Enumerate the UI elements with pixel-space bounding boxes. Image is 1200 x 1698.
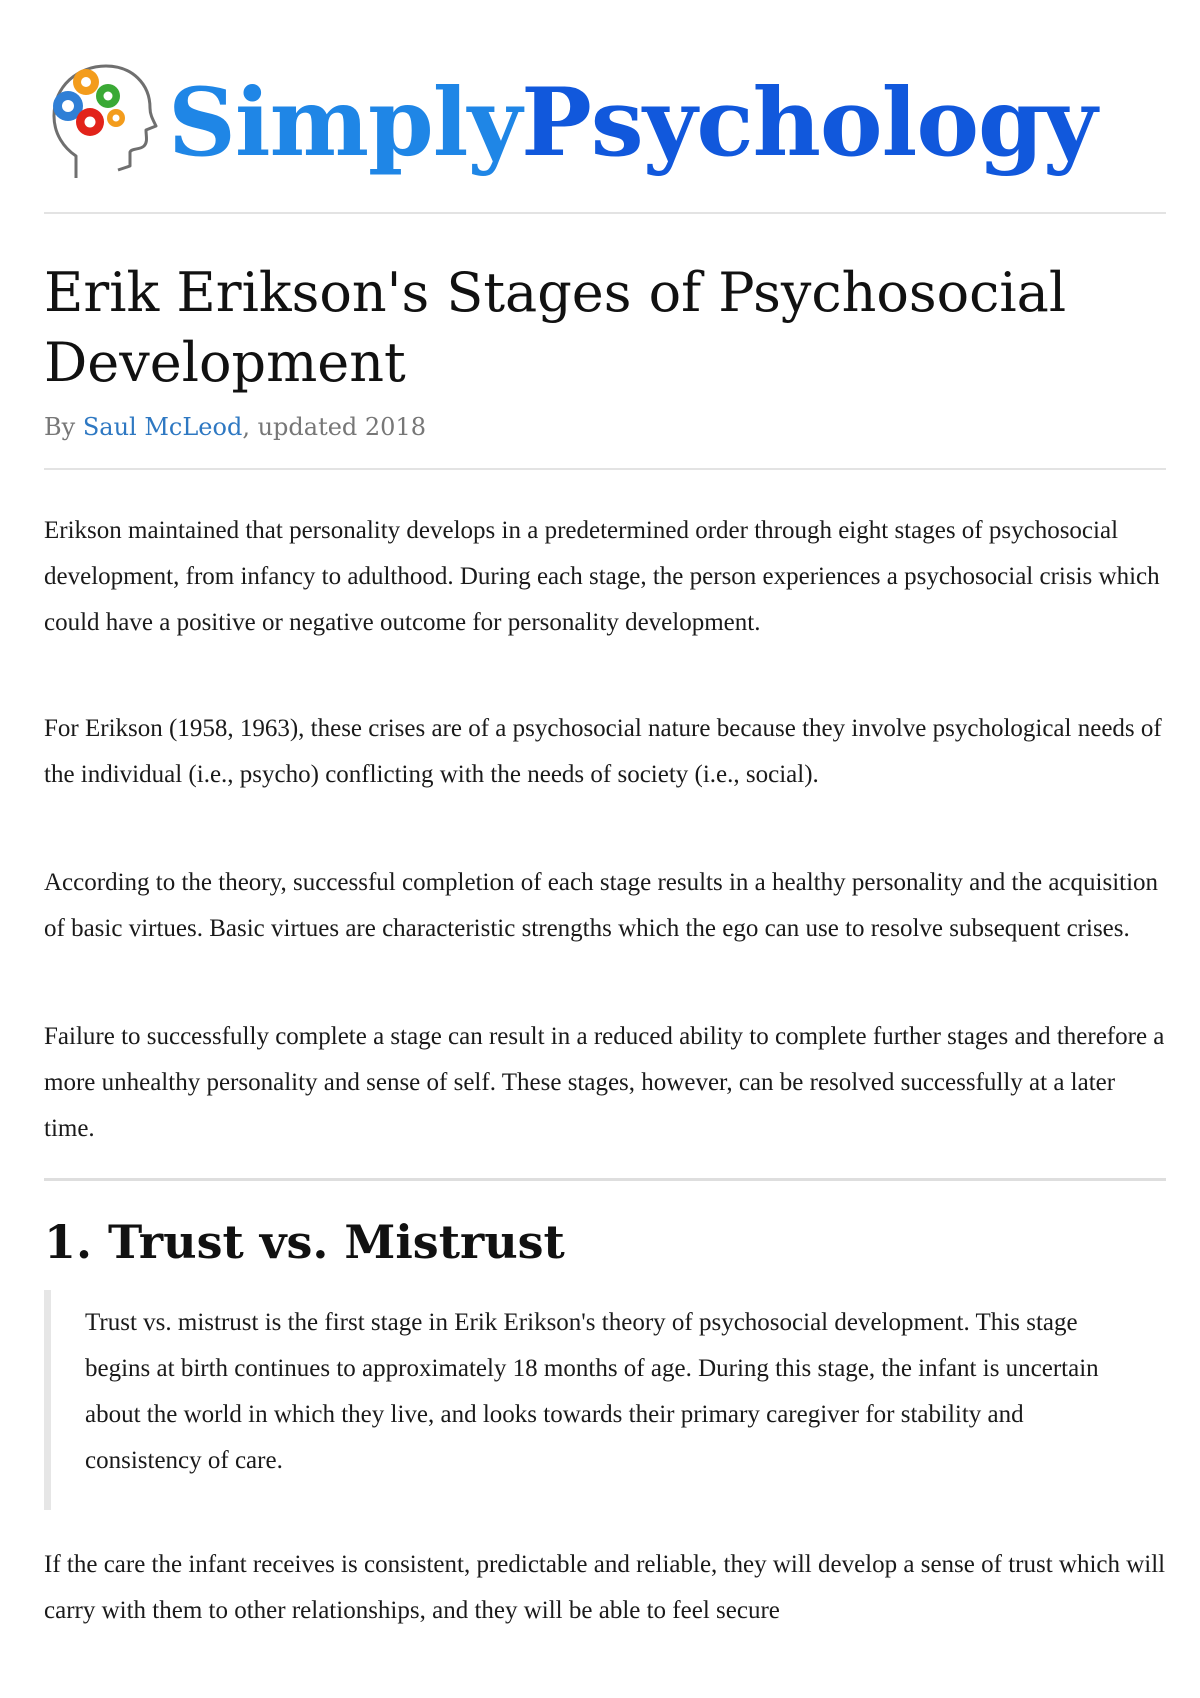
header-divider: [44, 212, 1166, 214]
gear-orange-small: [107, 109, 125, 127]
stage-blockquote: [44, 1290, 1166, 1510]
site-logo-wordmark[interactable]: [168, 68, 1096, 178]
brand-psychology: Psychology: [521, 68, 1097, 178]
intro-paragraph: Erikson maintained that personality develops in a predetermined order through eight stages of psychosocial development, from infancy to adulthood. During each stage, the person experiences a psychosocial crisis which could have a positive or negative outcome for personality development.: [44, 517, 1160, 636]
gear-red: [76, 108, 104, 136]
intro-paragraph: According to the theory, successful completion of each stage results in a healthy personality and the acquisition of basic virtues. Basic virtues are characteristic strengths which the ego can use to resolve subsequent crises.: [44, 869, 1159, 942]
author-link[interactable]: Saul McLeod: [82, 413, 243, 441]
section-divider: [44, 1178, 1166, 1181]
section-heading-trust-vs-mistrust: 1. Trust vs. Mistrust: [44, 1215, 565, 1269]
gear-orange: [73, 69, 99, 95]
intro-paragraph: Failure to successfully complete a stage can result in a reduced ability to complete further stages and therefore a more unhealthy personality and sense of self. These stages, however, can be resolved successfully at a later time.: [44, 1023, 1165, 1142]
site-header: [44, 56, 1166, 196]
gear-green: [96, 84, 120, 108]
title-divider: [44, 468, 1166, 470]
byline: [44, 410, 426, 444]
page-title: Erik Erikson's Stages of Psychosocial Development: [44, 261, 1067, 394]
byline-suffix: , updated 2018: [242, 413, 426, 441]
section-paragraph: If the care the infant receives is consistent, predictable and reliable, they will develop a sense of trust which will carry with them to other relationships, and they will be able to feel secure: [44, 1551, 1166, 1624]
head-with-gears-icon[interactable]: [46, 60, 158, 186]
intro-paragraph: For Erikson (1958, 1963), these crises are of a psychosocial nature because they involve psychological needs of the individual (i.e., psycho) conflicting with the needs of society (i.e., social).: [44, 715, 1162, 788]
brand-simply: Simply: [168, 68, 522, 178]
blockquote-text: Trust vs. mistrust is the first stage in Erik Erikson's theory of psychosocial development. This stage begins at birth continues to approximately 18 months of age. During this stage, the infant is uncertain about the world in which they live, and looks towards their primary caregiver for stability and consistency of care.: [85, 1309, 1099, 1474]
byline-prefix: By: [44, 413, 83, 441]
